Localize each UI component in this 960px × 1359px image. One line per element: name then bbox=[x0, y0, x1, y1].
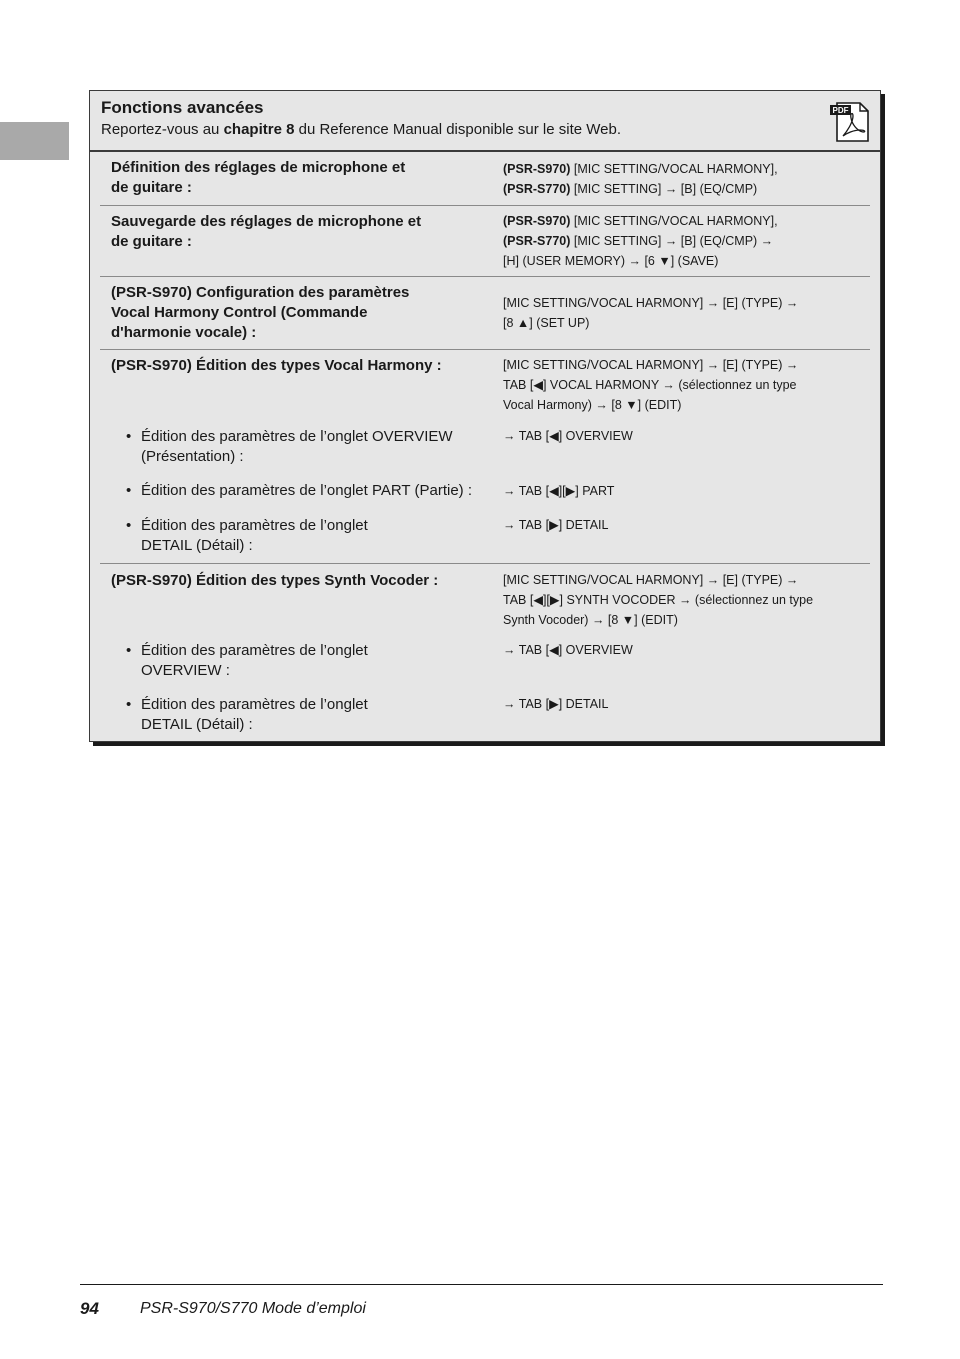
box-header bbox=[90, 91, 880, 152]
row-edit-vocal-harmony bbox=[100, 350, 870, 564]
sub-item-overview bbox=[126, 641, 491, 681]
row-vocal-harmony-control bbox=[100, 277, 870, 350]
row-value bbox=[503, 211, 863, 271]
value-line bbox=[503, 211, 863, 231]
label-line: DETAIL (Détail) : bbox=[141, 716, 253, 733]
row-save-mic-guitar bbox=[100, 206, 870, 277]
sub-item-part bbox=[126, 481, 501, 501]
row-label bbox=[111, 158, 481, 198]
label-line: Édition des paramètres de l’onglet bbox=[141, 642, 368, 659]
label-line: de guitare : bbox=[111, 233, 192, 250]
row-mic-guitar-settings bbox=[100, 152, 870, 206]
value-line bbox=[503, 159, 863, 179]
value-line: TAB [◀] VOCAL HARMONY → (sélectionnez un type bbox=[503, 378, 797, 392]
subtitle-post: du Reference Manual disponible sur le site Web. bbox=[294, 121, 622, 138]
manual-title: PSR-S970/S770 Mode d’emploi bbox=[140, 1300, 366, 1317]
label-line: Vocal Harmony Control (Commande bbox=[111, 304, 368, 321]
sub-value-overview: → TAB [◀] OVERVIEW bbox=[503, 643, 633, 657]
value-line: Vocal Harmony) → [8 ▼] (EDIT) bbox=[503, 398, 682, 412]
subtitle-pre: Reportez-vous au bbox=[101, 121, 224, 138]
model-tag: (PSR-S770) bbox=[503, 234, 571, 248]
value-text: [MIC SETTING] → [B] (EQ/CMP) → bbox=[570, 234, 774, 248]
row-value bbox=[503, 355, 863, 415]
bullet: • bbox=[126, 696, 132, 713]
label-line: Édition des paramètres de l’onglet bbox=[141, 696, 368, 713]
label-line: Édition des paramètres de l’onglet OVERVIEW bbox=[141, 428, 453, 445]
label-line: de guitare : bbox=[111, 179, 192, 196]
row-label bbox=[111, 283, 481, 343]
label-line: (PSR-S970) Configuration des paramètres bbox=[111, 284, 410, 301]
footer-divider bbox=[80, 1284, 883, 1285]
label-line: (PSR-S970) Édition des types Vocal Harmony : bbox=[111, 357, 442, 374]
value-line: [MIC SETTING/VOCAL HARMONY] → [E] (TYPE) → bbox=[503, 296, 799, 310]
value-line: [H] (USER MEMORY) → [6 ▼] (SAVE) bbox=[503, 254, 719, 268]
box-subtitle bbox=[101, 121, 621, 138]
pdf-icon-label: PDF bbox=[832, 106, 849, 115]
label-line: Définition des réglages de microphone et bbox=[111, 159, 406, 176]
row-value bbox=[503, 570, 863, 630]
label-line: DETAIL (Détail) : bbox=[141, 537, 253, 554]
pdf-icon bbox=[829, 101, 871, 143]
label-line: (PSR-S970) Édition des types Synth Vocoder : bbox=[111, 572, 439, 589]
model-tag: (PSR-S770) bbox=[503, 182, 571, 196]
chapter-tab bbox=[0, 122, 69, 160]
advanced-functions-box bbox=[89, 90, 881, 742]
row-edit-synth-vocoder bbox=[100, 564, 870, 739]
label-line: d'harmonie vocale) : bbox=[111, 324, 257, 341]
row-value bbox=[503, 293, 863, 333]
bullet: • bbox=[126, 428, 132, 445]
box-title: Fonctions avancées bbox=[101, 98, 264, 117]
subtitle-chapter: chapitre 8 bbox=[223, 121, 295, 138]
value-line bbox=[503, 231, 863, 251]
value-line bbox=[503, 179, 863, 199]
sub-value-detail: → TAB [▶] DETAIL bbox=[503, 518, 609, 532]
sub-value-part: → TAB [◀][▶] PART bbox=[503, 484, 615, 498]
row-label bbox=[111, 356, 481, 376]
page-number: 94 bbox=[80, 1299, 99, 1318]
bullet: • bbox=[126, 482, 132, 499]
label-line: (Présentation) : bbox=[141, 448, 244, 465]
sub-value-detail: → TAB [▶] DETAIL bbox=[503, 697, 609, 711]
label-line: Sauvegarde des réglages de microphone et bbox=[111, 213, 422, 230]
sub-item-detail bbox=[126, 695, 491, 735]
value-text: [MIC SETTING/VOCAL HARMONY], bbox=[570, 162, 778, 176]
value-line: [8 ▲] (SET UP) bbox=[503, 316, 590, 330]
value-text: [MIC SETTING] → [B] (EQ/CMP) bbox=[570, 182, 758, 196]
bullet: • bbox=[126, 642, 132, 659]
row-label bbox=[111, 212, 481, 252]
value-text: [MIC SETTING/VOCAL HARMONY], bbox=[570, 214, 778, 228]
value-line: TAB [◀][▶] SYNTH VOCODER → (sélectionnez un type bbox=[503, 593, 814, 607]
value-line: Synth Vocoder) → [8 ▼] (EDIT) bbox=[503, 613, 678, 627]
label-line: Édition des paramètres de l’onglet PART (Partie) : bbox=[141, 482, 472, 499]
model-tag: (PSR-S970) bbox=[503, 214, 571, 228]
row-value bbox=[503, 159, 863, 199]
row-label bbox=[111, 571, 481, 591]
sub-item-overview bbox=[126, 427, 491, 467]
label-line: Édition des paramètres de l’onglet bbox=[141, 517, 368, 534]
value-line: [MIC SETTING/VOCAL HARMONY] → [E] (TYPE) → bbox=[503, 358, 799, 372]
sub-item-detail bbox=[126, 516, 491, 556]
value-line: [MIC SETTING/VOCAL HARMONY] → [E] (TYPE) → bbox=[503, 573, 799, 587]
label-line: OVERVIEW : bbox=[141, 662, 230, 679]
bullet: • bbox=[126, 517, 132, 534]
sub-value-overview: → TAB [◀] OVERVIEW bbox=[503, 429, 633, 443]
model-tag: (PSR-S970) bbox=[503, 162, 571, 176]
